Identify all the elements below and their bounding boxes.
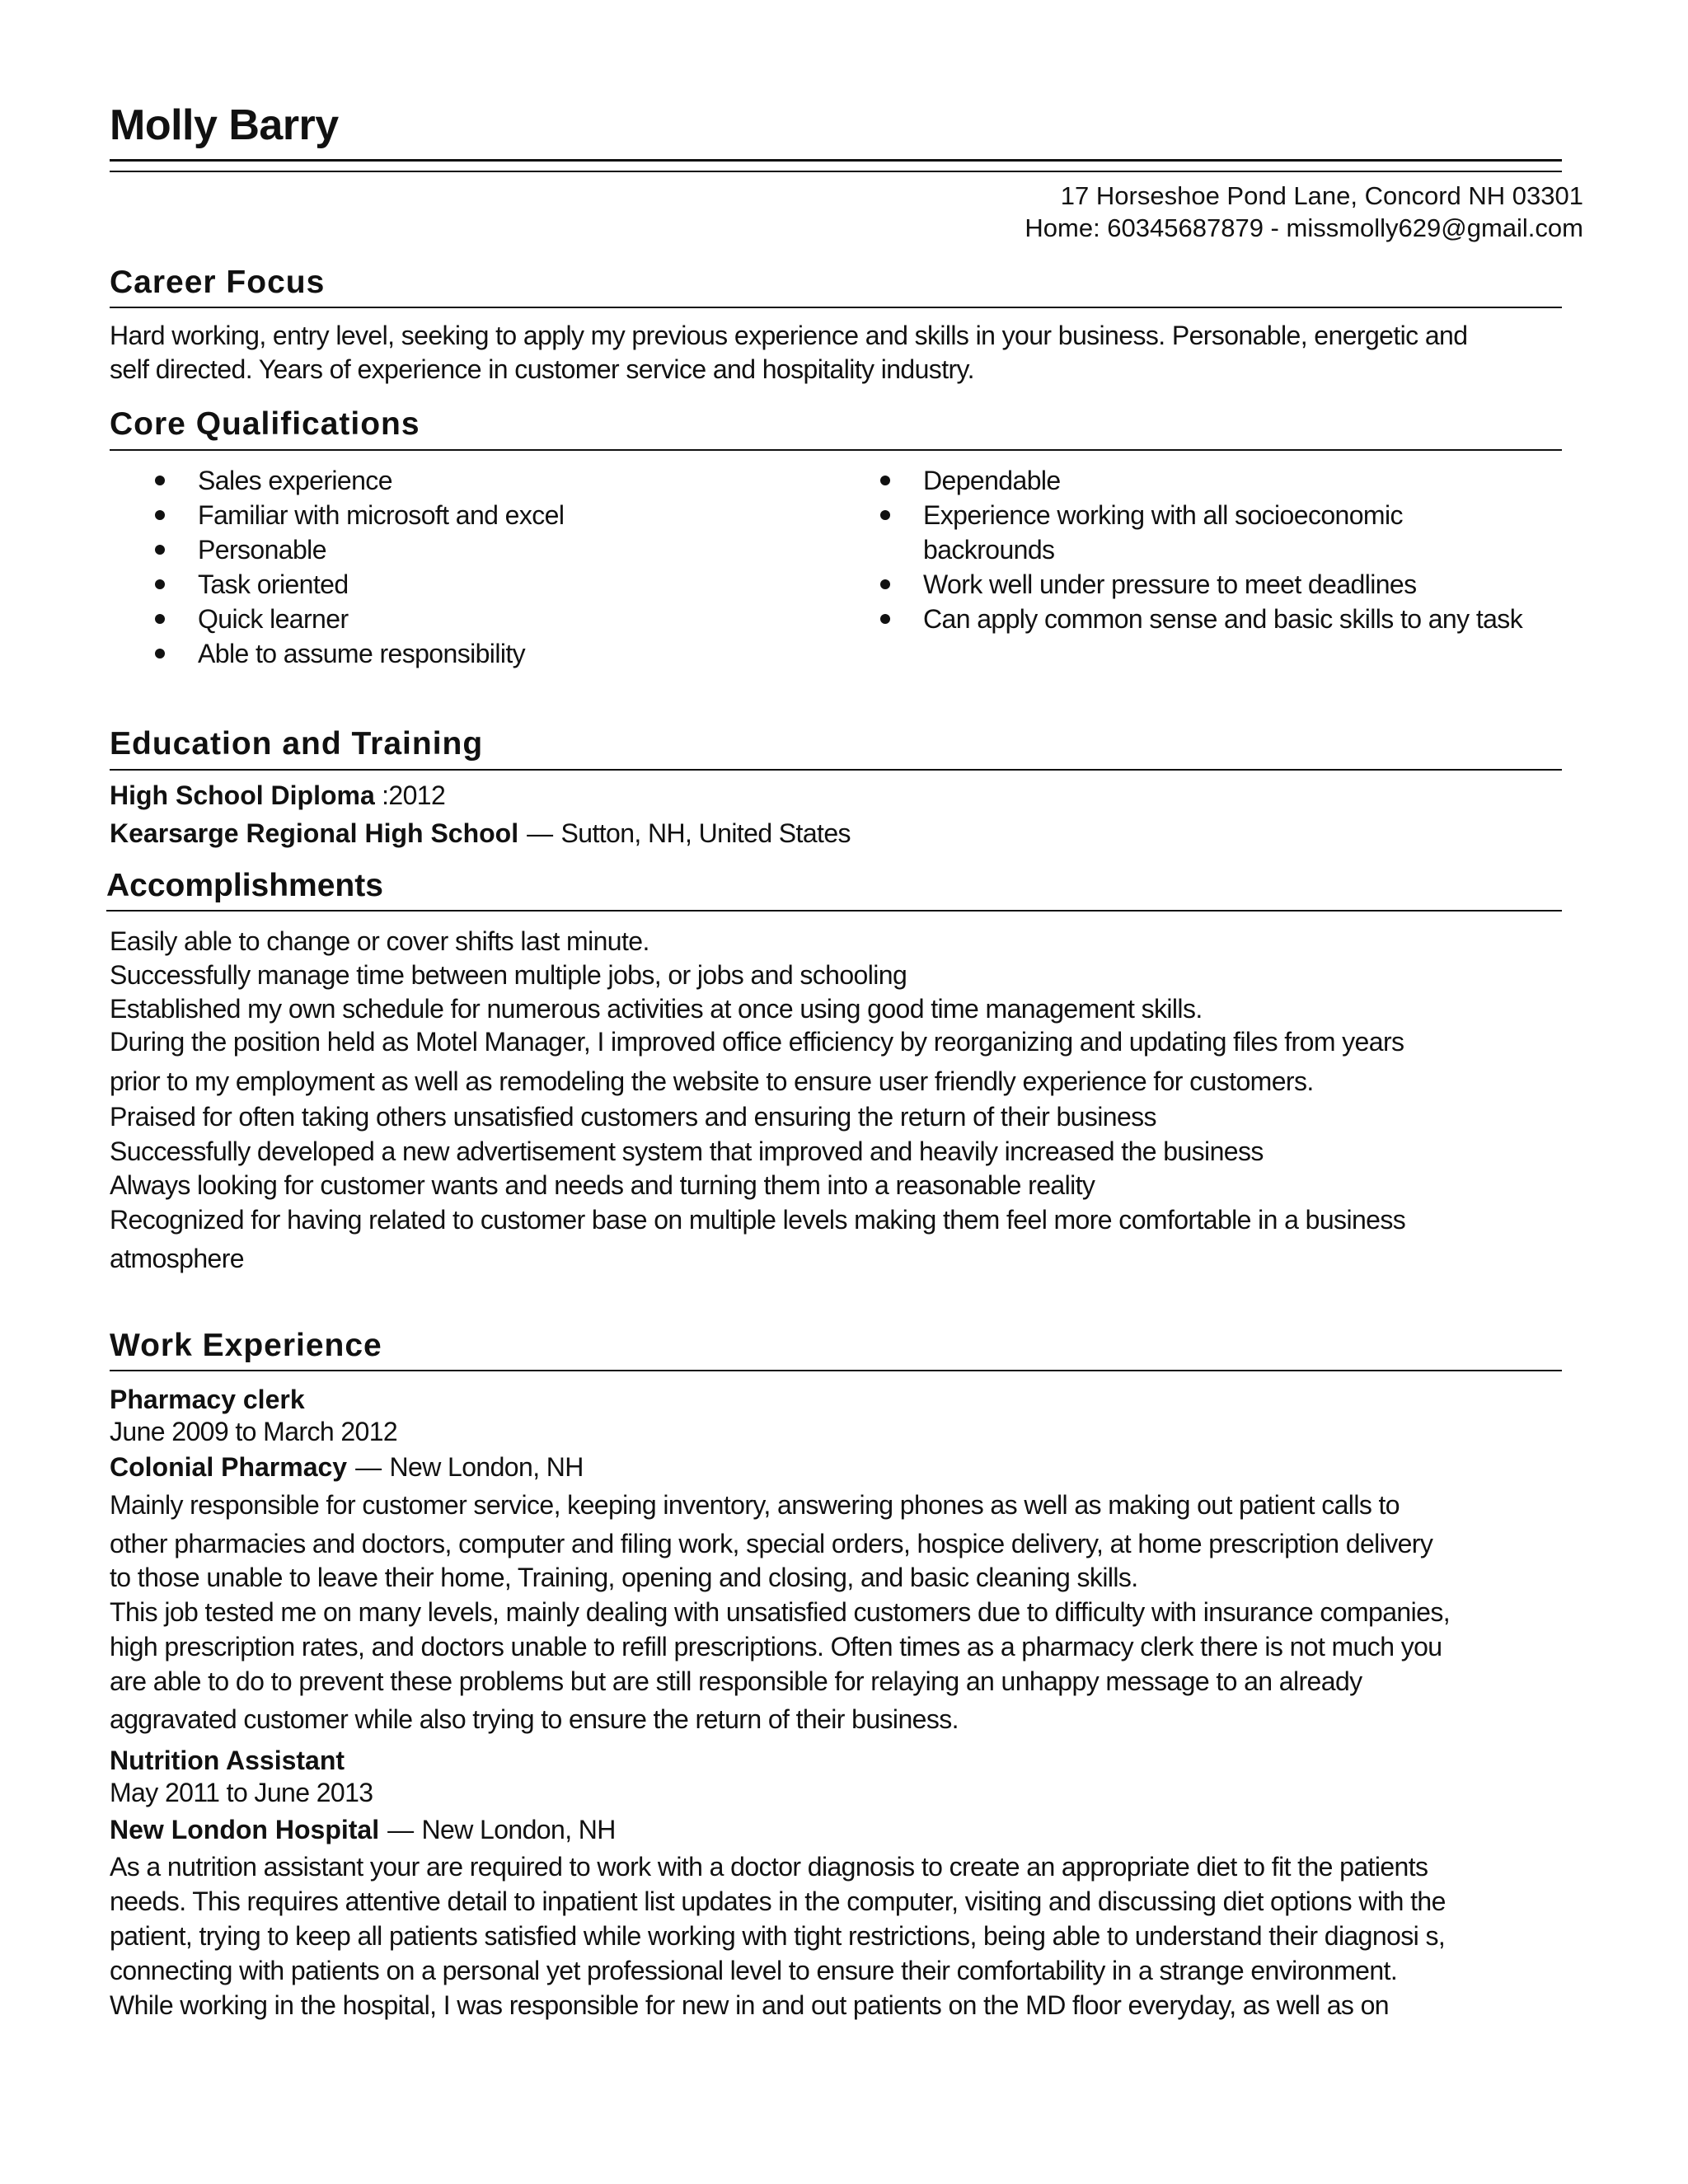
- job-description-line: other pharmacies and doctors, computer and filing work, special orders, hospice delivery, at home prescription delivery: [110, 1529, 1433, 1558]
- accomplishment-line: prior to my employment as well as remodeling the website to ensure user friendly experience for customers.: [110, 1066, 1314, 1096]
- bullet-icon: [880, 614, 890, 624]
- employer-name: Colonial Pharmacy: [110, 1452, 348, 1482]
- section-title-core-qualifications: Core Qualifications: [110, 406, 420, 442]
- job-description-line: patient, trying to keep all patients satisfied while working with tight restrictions, being able to understand their diagnosi s,: [110, 1921, 1446, 1951]
- accomplishment-line: Easily able to change or cover shifts last minute.: [110, 926, 649, 956]
- job-dates: June 2009 to March 2012: [110, 1417, 398, 1446]
- qualification-item: Quick learner: [148, 602, 564, 636]
- qualification-item: Able to assume responsibility: [148, 636, 564, 671]
- qualification-item: Sales experience: [148, 463, 564, 498]
- bullet-icon: [880, 579, 890, 589]
- degree-separator: :: [374, 780, 389, 810]
- education-degree-line: [110, 779, 445, 812]
- employer-dash: —: [355, 1452, 382, 1482]
- job-employer-line: [110, 1451, 584, 1483]
- qualification-item-continuation: backrounds: [923, 535, 1055, 565]
- qualifications-list-right: [874, 463, 1522, 636]
- job-employer-line: [110, 1813, 616, 1846]
- bullet-icon: [155, 476, 165, 485]
- bullet-icon: [155, 649, 165, 658]
- accomplishment-line: Successfully manage time between multiple jobs, or jobs and schooling: [110, 960, 907, 990]
- header-rule-bottom: [110, 171, 1562, 172]
- accomplishment-line: Always looking for customer wants and needs and turning them into a reasonable reality: [110, 1170, 1095, 1200]
- section-title-career-focus: Career Focus: [110, 265, 326, 300]
- education-school-line: [110, 817, 851, 850]
- school-dash: —: [527, 818, 553, 848]
- degree-year: 2012: [388, 780, 446, 810]
- job-description-line: aggravated customer while also trying to ensure the return of their business.: [110, 1704, 959, 1734]
- section-rule-work-experience: [110, 1370, 1562, 1371]
- job-description-line: are able to do to prevent these problems but are still responsible for relaying an unhappy message to an already: [110, 1666, 1362, 1696]
- section-rule-education: [110, 769, 1562, 771]
- bullet-icon: [880, 476, 890, 485]
- accomplishment-line: Established my own schedule for numerous activities at once using good time management skills.: [110, 994, 1203, 1024]
- job-dates: May 2011 to June 2013: [110, 1778, 373, 1807]
- contact-address: 17 Horseshoe Pond Lane, Concord NH 03301: [1060, 181, 1583, 210]
- bullet-icon: [155, 614, 165, 624]
- qualification-item: Experience working with all socioeconomic: [874, 498, 1522, 532]
- bullet-icon: [880, 510, 890, 520]
- job-description-line: While working in the hospital, I was responsible for new in and out patients on the MD floor everyday, as well as on: [110, 1990, 1389, 2020]
- section-rule-career-focus: [110, 307, 1562, 308]
- header-rule-top: [110, 159, 1562, 162]
- qualification-item: Dependable: [874, 463, 1522, 498]
- contact-phone-email: Home: 60345687879 - missmolly629@gmail.com: [1025, 213, 1583, 242]
- school-name: Kearsarge Regional High School: [110, 818, 519, 848]
- accomplishment-line: Praised for often taking others unsatisfied customers and ensuring the return of their business: [110, 1102, 1156, 1132]
- job-description-line: As a nutrition assistant your are required to work with a doctor diagnosis to create an appropriate diet to fit the patients: [110, 1852, 1428, 1882]
- qualification-item: Familiar with microsoft and excel: [148, 498, 564, 532]
- career-focus-line: Hard working, entry level, seeking to apply my previous experience and skills in your business. Personable, energetic and: [110, 321, 1468, 350]
- bullet-icon: [155, 579, 165, 589]
- accomplishment-line: During the position held as Motel Manager, I improved office efficiency by reorganizing and updating files from years: [110, 1027, 1404, 1057]
- job-description-line: to those unable to leave their home, Training, opening and closing, and basic cleaning skills.: [110, 1563, 1138, 1592]
- employer-dash: —: [387, 1815, 414, 1844]
- school-location: Sutton, NH, United States: [560, 818, 851, 848]
- bullet-icon: [155, 545, 165, 555]
- qualification-item: Task oriented: [148, 567, 564, 602]
- employer-name: New London Hospital: [110, 1815, 380, 1844]
- accomplishment-line: Recognized for having related to customer base on multiple levels making them feel more comfortable in a business: [110, 1205, 1406, 1235]
- qualification-item: Can apply common sense and basic skills to any task: [874, 602, 1522, 636]
- section-title-work-experience: Work Experience: [110, 1328, 382, 1363]
- qualifications-list-left: [148, 463, 564, 671]
- section-rule-core-qualifications: [110, 449, 1562, 451]
- career-focus-line: self directed. Years of experience in customer service and hospitality industry.: [110, 354, 974, 384]
- job-description-line: needs. This requires attentive detail to inpatient list updates in the computer, visiting and discussing diet options with the: [110, 1886, 1446, 1916]
- job-description-line: high prescription rates, and doctors unable to refill prescriptions. Often times as a pharmacy clerk there is not much you: [110, 1632, 1442, 1661]
- accomplishment-line: Successfully developed a new advertisement system that improved and heavily increased the business: [110, 1137, 1264, 1166]
- accomplishment-line: atmosphere: [110, 1244, 244, 1273]
- job-description-line: This job tested me on many levels, mainly dealing with unsatisfied customers due to difficulty with insurance companies,: [110, 1597, 1451, 1627]
- degree-name: High School Diploma: [110, 780, 375, 810]
- bullet-icon: [155, 510, 165, 520]
- candidate-name: Molly Barry: [110, 101, 339, 149]
- employer-location: New London, NH: [389, 1452, 584, 1482]
- section-title-education: Education and Training: [110, 726, 484, 762]
- section-rule-accomplishments: [106, 910, 1562, 912]
- section-title-accomplishments: Accomplishments: [106, 868, 383, 903]
- employer-location: New London, NH: [421, 1815, 616, 1844]
- job-title: Pharmacy clerk: [110, 1385, 305, 1414]
- qualification-item: Personable: [148, 532, 564, 567]
- job-title: Nutrition Assistant: [110, 1746, 345, 1775]
- qualification-item: Work well under pressure to meet deadlines: [874, 567, 1522, 602]
- job-description-line: Mainly responsible for customer service, keeping inventory, answering phones as well as making out patient calls to: [110, 1490, 1400, 1520]
- job-description-line: connecting with patients on a personal yet professional level to ensure their comfortability in a strange environment.: [110, 1956, 1398, 1985]
